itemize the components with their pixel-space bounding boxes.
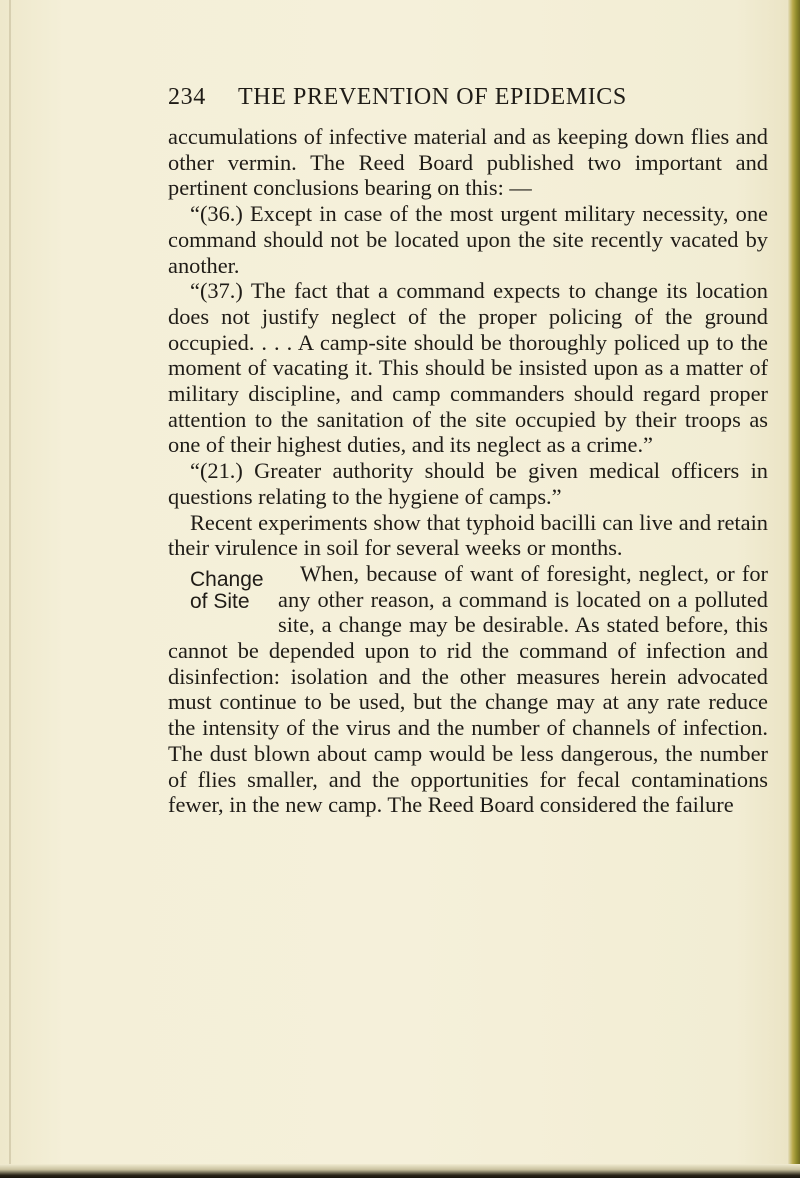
sidenote-line-2: of Site [190, 589, 250, 613]
running-title: THE PREVENTION OF EPIDEMICS [238, 84, 627, 110]
paragraph-quote-36: “(36.) Except in case of the most urgent military necessity, one command should not be located upon the site recently vacated by another. [168, 201, 768, 278]
page-bottom-edge [0, 1164, 800, 1178]
margin-sidenote [168, 569, 268, 613]
running-head [168, 84, 768, 111]
change-of-site-section [168, 561, 768, 818]
paragraph-continuation: accumulations of infective material and as keeping down flies and other vermin. The Reed Board published two important and pertinent conclusions bearing on this: — [168, 124, 768, 201]
paragraph-quote-21: “(21.) Greater authority should be given medical officers in questions relating to the hygiene of camps.” [168, 458, 768, 509]
page-number: 234 [168, 84, 206, 110]
sidenote-line-1: Change [190, 567, 264, 591]
page-right-edge [788, 0, 800, 1178]
body-text [168, 124, 768, 818]
paragraph-quote-37: “(37.) The fact that a command expects to change its location does not justify neglect of the proper policing of the ground occupied. . . . A camp-site should be thoroughly policed up to the moment of vacating it. This should be insisted upon as a matter of military discipline, and camp commanders should regard proper attention to the sanitation of the site occupied by their troops as one of their highest duties, and its neglect as a crime.” [168, 278, 768, 458]
left-margin-rule [9, 0, 11, 1178]
paragraph-experiments: Recent experiments show that typhoid bacilli can live and retain their virulence in soil for several weeks or months. [168, 509, 768, 561]
paragraph-change-text: When, because of want of foresight, neglect, or for any other reason, a command is located on a polluted site, a change may be desirable. As stated before, this cannot be depended upon to rid the command of infection and disinfection: isolation and the other measures herein advocated must continue to be used, but the change may at any rate reduce the intensity of the virus and the number of channels of infection. The dust blown about camp would be less dangerous, the number of flies smaller, and the opportunities for fecal contaminations fewer, in the new camp. The Reed Board considered the failure [168, 560, 768, 818]
paragraph-change-of-site [168, 561, 768, 818]
